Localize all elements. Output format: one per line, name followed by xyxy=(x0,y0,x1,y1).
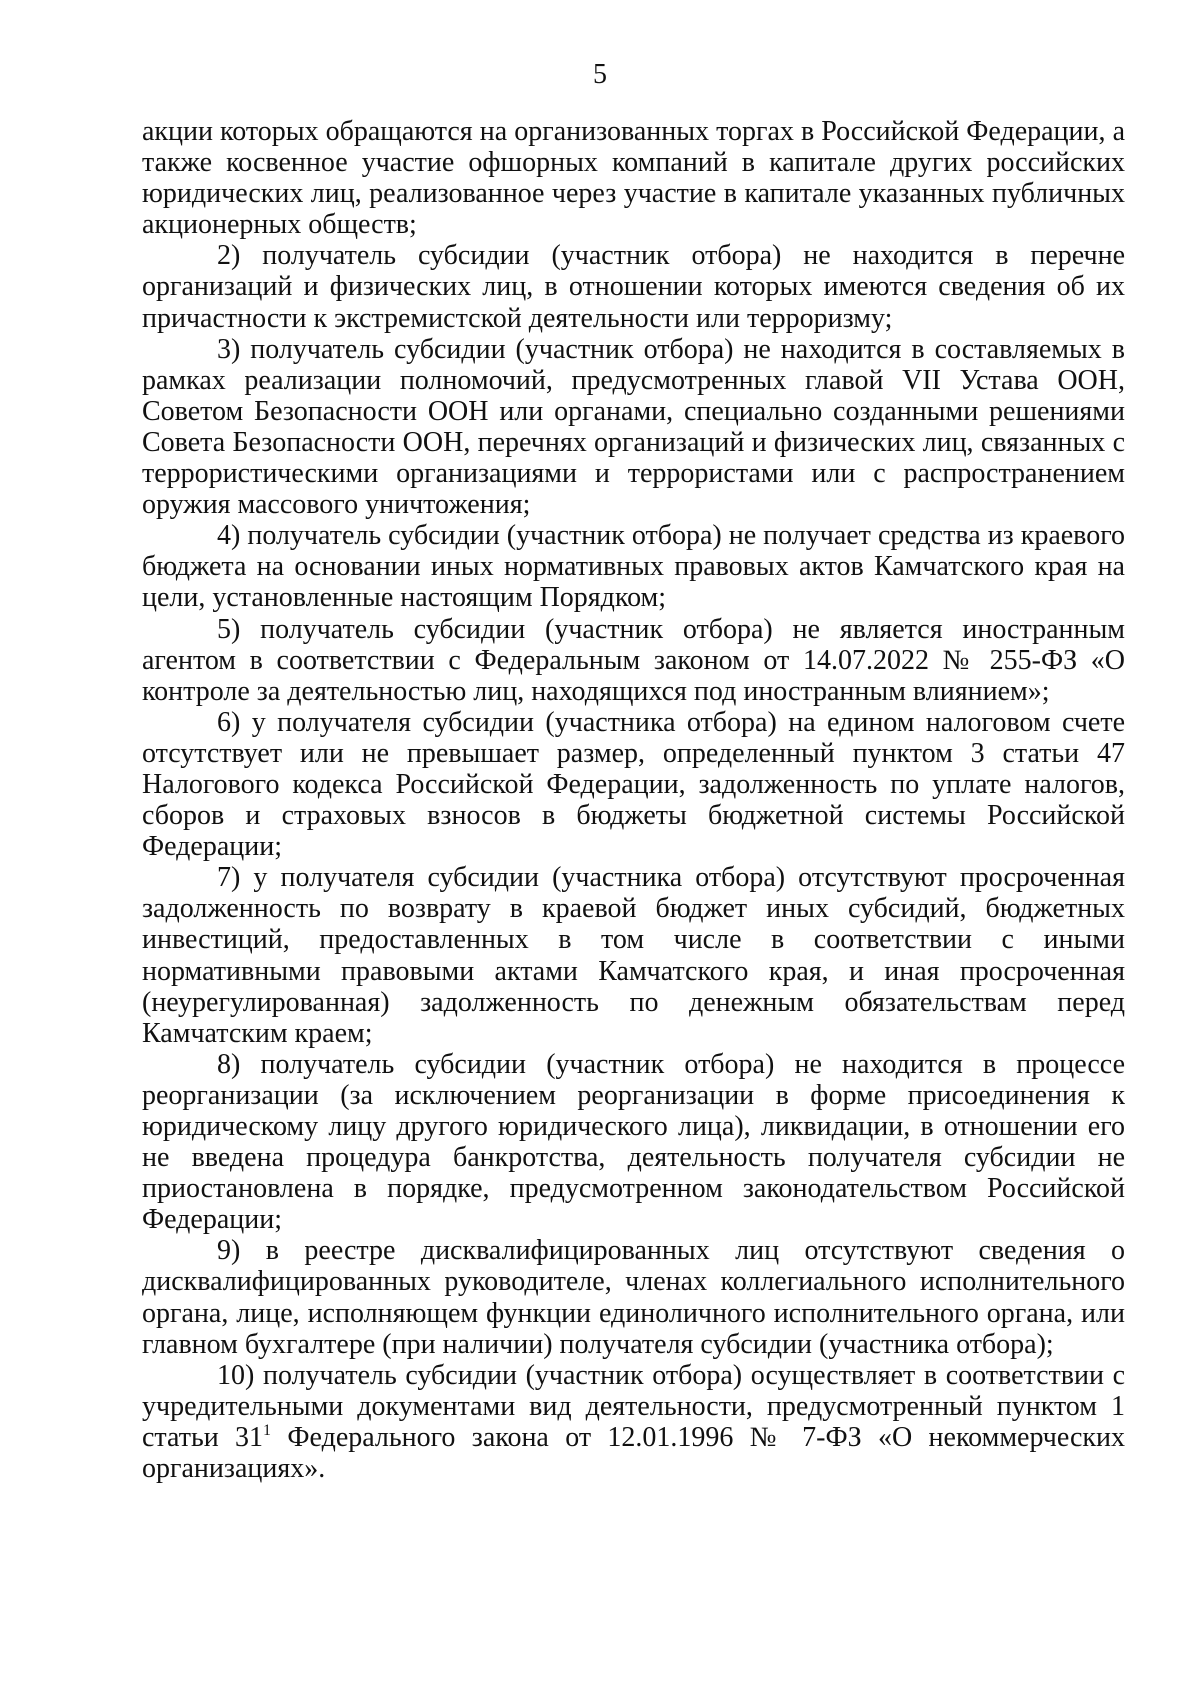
paragraph-item-7: 7) у получателя субсидии (участника отбора) отсутствуют просроченная задолженность по возврату в краевой бюджет иных субсидий, бюджетных инвестиций, предоставленных в том числе в соответствии с иными нормативными правовыми актами Камчатского края, и иная просроченная (неурегулированная) задолженность по денежным обязательствам перед Камчатским краем; xyxy=(142,862,1125,1049)
paragraph-item-10 xyxy=(142,1360,1125,1484)
paragraph-item-8: 8) получатель субсидии (участник отбора) не находится в процессе реорганизации (за исключением реорганизации в форме присоединения к юридическому лицу другого юридического лица), ликвидации, в отношении его не введена процедура банкротства, деятельность получателя субсидии не приостановлена в порядке, предусмотренном законодательством Российской Федерации; xyxy=(142,1048,1125,1236)
document-body xyxy=(142,116,1125,1484)
paragraph-continuation: акции которых обращаются на организованных торгах в Российской Федерации, а также косвенное участие офшорных компаний в капитале других российских юридических лиц, реализованное через участие в капитале указанных публичных акционерных обществ; xyxy=(142,116,1125,241)
superscript-marker: 1 xyxy=(263,1421,272,1439)
paragraph-item-10-text-after: Федерального закона от 12.01.1996 № 7-ФЗ «О некоммерческих организациях». xyxy=(142,1421,1125,1485)
paragraph-item-9: 9) в реестре дисквалифицированных лиц отсутствуют сведения о дисквалифицированных руководителе, членах коллегиального исполнительного органа, лице, исполняющем функции единоличного исполнительного органа, или главном бухгалтере (при наличии) получателя субсидии (участника отбора); xyxy=(142,1235,1125,1360)
page-number: 5 xyxy=(593,59,607,90)
paragraph-item-3: 3) получатель субсидии (участник отбора) не находится в составляемых в рамках реализации полномочий, предусмотренных главой VII Устава ООН, Советом Безопасности ООН или органами, специально созданными решениями Совета Безопасности ООН, перечнях организаций и физических лиц, связанных с террористическими организациями и террористами или с распространением оружия массового уничтожения; xyxy=(142,333,1125,521)
paragraph-item-5: 5) получатель субсидии (участник отбора) не является иностранным агентом в соответствии с Федеральным законом от 14.07.2022 № 255-ФЗ «О контроле за деятельностью лиц, находящихся под иностранным влиянием»; xyxy=(142,613,1125,707)
paragraph-item-4: 4) получатель субсидии (участник отбора) не получает средства из краевого бюджета на основании иных нормативных правовых актов Камчатского края на цели, установленные настоящим Порядком; xyxy=(142,520,1125,614)
paragraph-item-6: 6) у получателя субсидии (участника отбора) на едином налоговом счете отсутствует или не превышает размер, определенный пунктом 3 статьи 47 Налогового кодекса Российской Федерации, задолженность по уплате налогов, сборов и страховых взносов в бюджеты бюджетной системы Российской Федерации; xyxy=(142,706,1125,863)
paragraph-item-2: 2) получатель субсидии (участник отбора) не находится в перечне организаций и физических лиц, в отношении которых имеются сведения об их причастности к экстремистской деятельности или терроризму; xyxy=(142,240,1125,334)
paragraph-item-10-text-before: 10) получатель субсидии (участник отбора) осуществляет в соответствии с учредительными документами вид деятельности, предусмотренный пунктом 1 статьи 31 xyxy=(142,1359,1125,1453)
